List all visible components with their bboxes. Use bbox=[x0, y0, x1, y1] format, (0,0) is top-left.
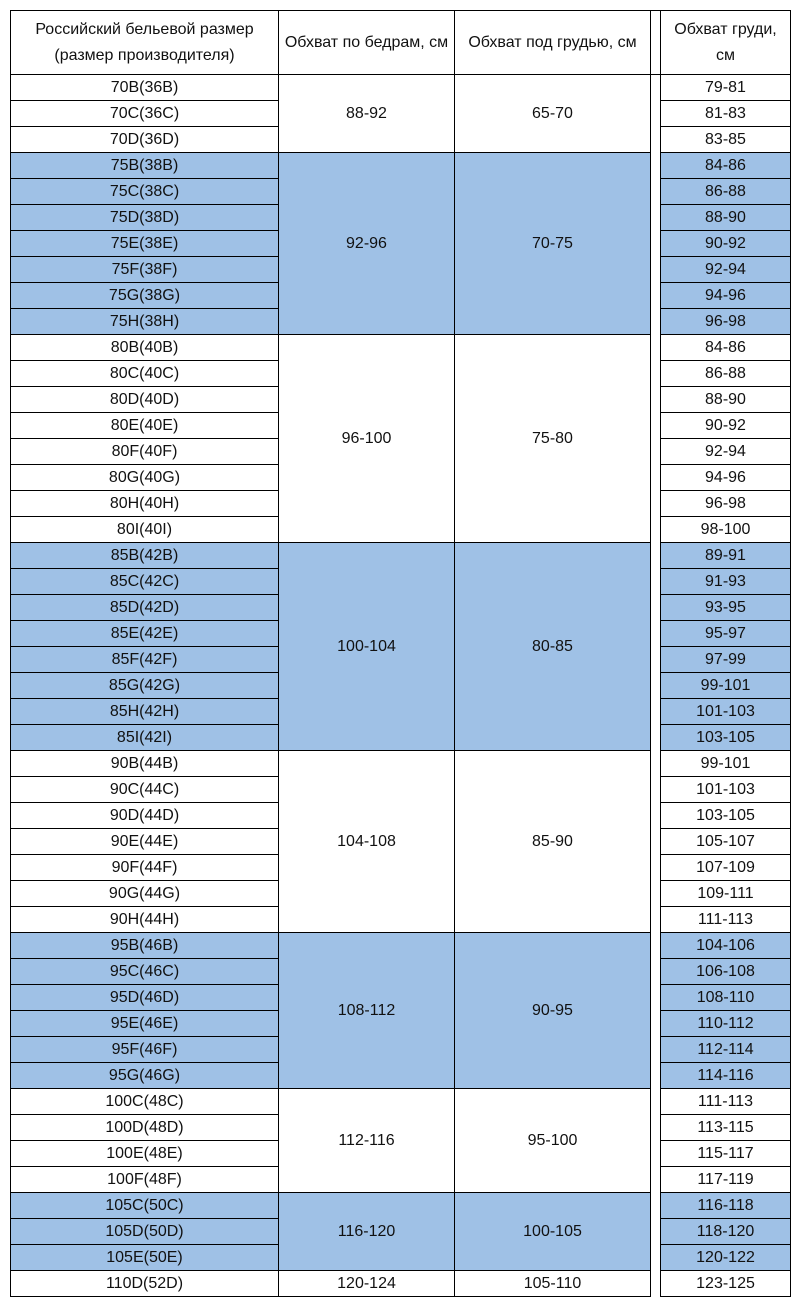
bust-cell: 86-88 bbox=[661, 179, 791, 205]
size-cell: 85G(42G) bbox=[11, 673, 279, 699]
bust-cell: 84-86 bbox=[661, 153, 791, 179]
table-body bbox=[11, 75, 791, 1297]
hips-cell: 100-104 bbox=[279, 543, 455, 751]
bust-cell: 86-88 bbox=[661, 361, 791, 387]
column-gap bbox=[651, 179, 661, 205]
size-cell: 80E(40E) bbox=[11, 413, 279, 439]
hips-cell: 96-100 bbox=[279, 335, 455, 543]
bust-cell: 98-100 bbox=[661, 517, 791, 543]
bust-cell: 114-116 bbox=[661, 1063, 791, 1089]
size-cell: 85I(42I) bbox=[11, 725, 279, 751]
size-cell: 75D(38D) bbox=[11, 205, 279, 231]
size-cell: 100C(48C) bbox=[11, 1089, 279, 1115]
bust-cell: 79-81 bbox=[661, 75, 791, 101]
size-cell: 100F(48F) bbox=[11, 1167, 279, 1193]
size-cell: 90H(44H) bbox=[11, 907, 279, 933]
header-hips: Обхват по бедрам, см bbox=[279, 11, 455, 75]
column-gap bbox=[651, 1167, 661, 1193]
hips-cell: 104-108 bbox=[279, 751, 455, 933]
bust-cell: 93-95 bbox=[661, 595, 791, 621]
underbust-cell: 80-85 bbox=[455, 543, 651, 751]
column-gap bbox=[651, 1115, 661, 1141]
size-cell: 85F(42F) bbox=[11, 647, 279, 673]
size-cell: 95B(46B) bbox=[11, 933, 279, 959]
bust-cell: 89-91 bbox=[661, 543, 791, 569]
size-cell: 105E(50E) bbox=[11, 1245, 279, 1271]
size-cell: 85C(42C) bbox=[11, 569, 279, 595]
size-cell: 110D(52D) bbox=[11, 1271, 279, 1297]
column-gap bbox=[651, 751, 661, 777]
column-gap bbox=[651, 829, 661, 855]
size-cell: 80H(40H) bbox=[11, 491, 279, 517]
column-gap bbox=[651, 985, 661, 1011]
bust-cell: 99-101 bbox=[661, 751, 791, 777]
table-header bbox=[11, 11, 791, 75]
size-cell: 80F(40F) bbox=[11, 439, 279, 465]
size-cell: 100D(48D) bbox=[11, 1115, 279, 1141]
column-gap bbox=[651, 439, 661, 465]
table-row bbox=[11, 1193, 791, 1219]
header-underbust: Обхват под грудью, см bbox=[455, 11, 651, 75]
bust-cell: 101-103 bbox=[661, 699, 791, 725]
column-gap bbox=[651, 621, 661, 647]
column-gap bbox=[651, 491, 661, 517]
size-cell: 80I(40I) bbox=[11, 517, 279, 543]
underbust-cell: 85-90 bbox=[455, 751, 651, 933]
column-gap bbox=[651, 569, 661, 595]
size-cell: 85E(42E) bbox=[11, 621, 279, 647]
size-cell: 80B(40B) bbox=[11, 335, 279, 361]
table-row bbox=[11, 1271, 791, 1297]
column-gap bbox=[651, 1037, 661, 1063]
bust-cell: 117-119 bbox=[661, 1167, 791, 1193]
column-gap bbox=[651, 127, 661, 153]
column-gap bbox=[651, 335, 661, 361]
size-cell: 90F(44F) bbox=[11, 855, 279, 881]
column-gap bbox=[651, 777, 661, 803]
column-gap bbox=[651, 699, 661, 725]
size-cell: 90B(44B) bbox=[11, 751, 279, 777]
size-cell: 85B(42B) bbox=[11, 543, 279, 569]
bust-cell: 120-122 bbox=[661, 1245, 791, 1271]
hips-cell: 88-92 bbox=[279, 75, 455, 153]
header-bust: Обхват груди, см bbox=[661, 11, 791, 75]
column-gap bbox=[651, 647, 661, 673]
hips-cell: 112-116 bbox=[279, 1089, 455, 1193]
bust-cell: 96-98 bbox=[661, 309, 791, 335]
size-cell: 90E(44E) bbox=[11, 829, 279, 855]
bust-cell: 105-107 bbox=[661, 829, 791, 855]
column-gap bbox=[651, 283, 661, 309]
column-gap bbox=[651, 673, 661, 699]
size-cell: 90C(44C) bbox=[11, 777, 279, 803]
column-gap bbox=[651, 465, 661, 491]
column-gap bbox=[651, 413, 661, 439]
column-gap bbox=[651, 1245, 661, 1271]
column-gap bbox=[651, 101, 661, 127]
size-cell: 75C(38C) bbox=[11, 179, 279, 205]
size-cell: 85H(42H) bbox=[11, 699, 279, 725]
column-gap bbox=[651, 725, 661, 751]
underbust-cell: 95-100 bbox=[455, 1089, 651, 1193]
size-cell: 70D(36D) bbox=[11, 127, 279, 153]
bust-cell: 108-110 bbox=[661, 985, 791, 1011]
bust-cell: 91-93 bbox=[661, 569, 791, 595]
column-gap bbox=[651, 153, 661, 179]
bust-cell: 113-115 bbox=[661, 1115, 791, 1141]
size-cell: 95E(46E) bbox=[11, 1011, 279, 1037]
bust-cell: 112-114 bbox=[661, 1037, 791, 1063]
underbust-cell: 70-75 bbox=[455, 153, 651, 335]
table-row bbox=[11, 335, 791, 361]
bust-cell: 99-101 bbox=[661, 673, 791, 699]
column-gap bbox=[651, 803, 661, 829]
bust-cell: 84-86 bbox=[661, 335, 791, 361]
bust-cell: 90-92 bbox=[661, 413, 791, 439]
hips-cell: 120-124 bbox=[279, 1271, 455, 1297]
hips-cell: 116-120 bbox=[279, 1193, 455, 1271]
column-gap bbox=[651, 1271, 661, 1297]
column-gap bbox=[651, 11, 661, 75]
bust-cell: 115-117 bbox=[661, 1141, 791, 1167]
bust-cell: 107-109 bbox=[661, 855, 791, 881]
bust-cell: 116-118 bbox=[661, 1193, 791, 1219]
column-gap bbox=[651, 933, 661, 959]
size-chart-table bbox=[10, 10, 791, 1297]
column-gap bbox=[651, 907, 661, 933]
underbust-cell: 105-110 bbox=[455, 1271, 651, 1297]
size-cell: 95G(46G) bbox=[11, 1063, 279, 1089]
bust-cell: 104-106 bbox=[661, 933, 791, 959]
column-gap bbox=[651, 595, 661, 621]
size-cell: 80D(40D) bbox=[11, 387, 279, 413]
bust-cell: 111-113 bbox=[661, 907, 791, 933]
size-cell: 95D(46D) bbox=[11, 985, 279, 1011]
bust-cell: 109-111 bbox=[661, 881, 791, 907]
size-cell: 100E(48E) bbox=[11, 1141, 279, 1167]
size-cell: 75E(38E) bbox=[11, 231, 279, 257]
column-gap bbox=[651, 855, 661, 881]
bust-cell: 103-105 bbox=[661, 803, 791, 829]
size-cell: 75H(38H) bbox=[11, 309, 279, 335]
underbust-cell: 90-95 bbox=[455, 933, 651, 1089]
column-gap bbox=[651, 881, 661, 907]
column-gap bbox=[651, 1011, 661, 1037]
size-cell: 75B(38B) bbox=[11, 153, 279, 179]
size-cell: 80C(40C) bbox=[11, 361, 279, 387]
size-cell: 95C(46C) bbox=[11, 959, 279, 985]
column-gap bbox=[651, 1219, 661, 1245]
hips-cell: 92-96 bbox=[279, 153, 455, 335]
underbust-cell: 65-70 bbox=[455, 75, 651, 153]
column-gap bbox=[651, 517, 661, 543]
header-row bbox=[11, 11, 791, 75]
bust-cell: 96-98 bbox=[661, 491, 791, 517]
bust-cell: 94-96 bbox=[661, 465, 791, 491]
column-gap bbox=[651, 1141, 661, 1167]
size-cell: 75F(38F) bbox=[11, 257, 279, 283]
table-row bbox=[11, 153, 791, 179]
size-cell: 85D(42D) bbox=[11, 595, 279, 621]
header-size: Российский бельевой размер (размер производителя) bbox=[11, 11, 279, 75]
column-gap bbox=[651, 361, 661, 387]
bust-cell: 106-108 bbox=[661, 959, 791, 985]
size-cell: 70C(36C) bbox=[11, 101, 279, 127]
bust-cell: 123-125 bbox=[661, 1271, 791, 1297]
bust-cell: 110-112 bbox=[661, 1011, 791, 1037]
table-row bbox=[11, 751, 791, 777]
size-cell: 70B(36B) bbox=[11, 75, 279, 101]
column-gap bbox=[651, 75, 661, 101]
bust-cell: 90-92 bbox=[661, 231, 791, 257]
bust-cell: 101-103 bbox=[661, 777, 791, 803]
bust-cell: 92-94 bbox=[661, 439, 791, 465]
bust-cell: 111-113 bbox=[661, 1089, 791, 1115]
size-cell: 75G(38G) bbox=[11, 283, 279, 309]
bust-cell: 81-83 bbox=[661, 101, 791, 127]
size-cell: 90D(44D) bbox=[11, 803, 279, 829]
bust-cell: 118-120 bbox=[661, 1219, 791, 1245]
size-cell: 105D(50D) bbox=[11, 1219, 279, 1245]
size-cell: 80G(40G) bbox=[11, 465, 279, 491]
column-gap bbox=[651, 231, 661, 257]
bust-cell: 88-90 bbox=[661, 205, 791, 231]
column-gap bbox=[651, 309, 661, 335]
hips-cell: 108-112 bbox=[279, 933, 455, 1089]
underbust-cell: 75-80 bbox=[455, 335, 651, 543]
column-gap bbox=[651, 257, 661, 283]
bust-cell: 88-90 bbox=[661, 387, 791, 413]
table-row bbox=[11, 543, 791, 569]
column-gap bbox=[651, 959, 661, 985]
bust-cell: 103-105 bbox=[661, 725, 791, 751]
column-gap bbox=[651, 387, 661, 413]
column-gap bbox=[651, 1089, 661, 1115]
size-cell: 95F(46F) bbox=[11, 1037, 279, 1063]
table-row bbox=[11, 933, 791, 959]
column-gap bbox=[651, 205, 661, 231]
bust-cell: 83-85 bbox=[661, 127, 791, 153]
table-row bbox=[11, 1089, 791, 1115]
bust-cell: 92-94 bbox=[661, 257, 791, 283]
table-row bbox=[11, 75, 791, 101]
size-cell: 90G(44G) bbox=[11, 881, 279, 907]
underbust-cell: 100-105 bbox=[455, 1193, 651, 1271]
column-gap bbox=[651, 1193, 661, 1219]
column-gap bbox=[651, 543, 661, 569]
bust-cell: 97-99 bbox=[661, 647, 791, 673]
bust-cell: 94-96 bbox=[661, 283, 791, 309]
size-cell: 105C(50C) bbox=[11, 1193, 279, 1219]
bust-cell: 95-97 bbox=[661, 621, 791, 647]
column-gap bbox=[651, 1063, 661, 1089]
